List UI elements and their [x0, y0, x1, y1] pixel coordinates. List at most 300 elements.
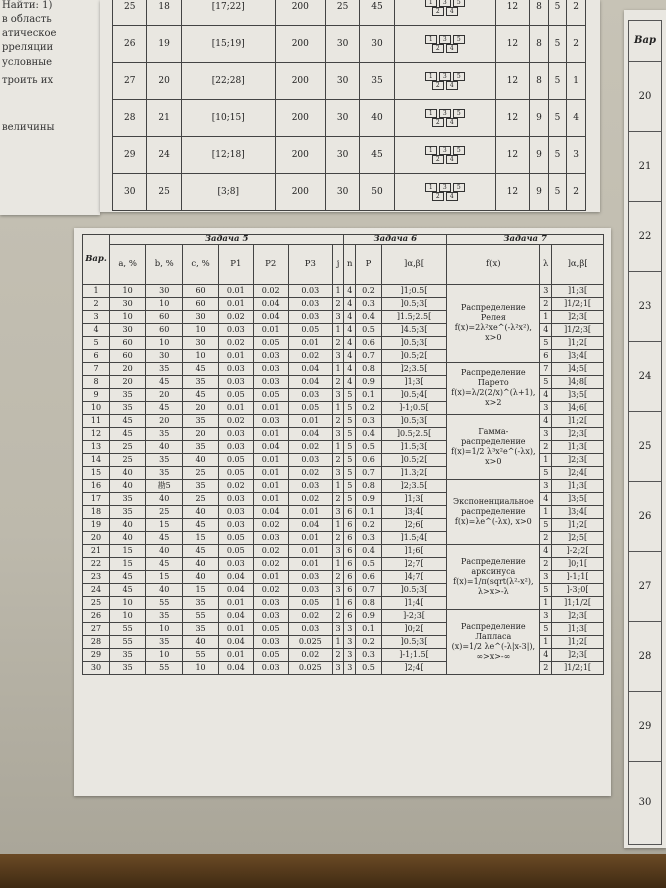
cell-lambda: 3	[540, 609, 552, 622]
cell-3: 60	[183, 284, 219, 297]
top-cell-interval: [22;28]	[181, 63, 275, 100]
cell-7: 2	[332, 375, 343, 388]
cell-10: ]2;3.5[	[381, 362, 447, 375]
cell-4: 0.01	[218, 596, 253, 609]
cell-3: 40	[183, 635, 219, 648]
cell-9: 0.5	[356, 557, 381, 570]
cell-ab2: ]1;3[	[552, 284, 604, 297]
distribution-cell	[447, 609, 540, 674]
cell-9: 0.5	[356, 661, 381, 674]
cell-10: ]0.5;3[	[381, 414, 447, 427]
cell-3: 10	[183, 323, 219, 336]
cell-6: 0.03	[288, 583, 332, 596]
cell-3: 15	[183, 583, 219, 596]
cell-0: 20	[83, 531, 110, 544]
side-row	[629, 622, 662, 692]
cell-3: 30	[183, 310, 219, 323]
top-cell-b: 200	[275, 137, 325, 174]
cell-9: 0.9	[356, 492, 381, 505]
cell-1: 60	[110, 336, 146, 349]
cell-ab2: ]1;3[	[552, 479, 604, 492]
cell-9: 0.6	[356, 336, 381, 349]
cell-4: 0.04	[218, 570, 253, 583]
cell-4: 0.01	[218, 622, 253, 635]
cell-10: ]2;6[	[381, 518, 447, 531]
cell-5: 0.01	[253, 453, 288, 466]
cell-10: ]-1;1.5[	[381, 648, 447, 661]
cell-2: 30	[146, 349, 183, 362]
top-cell-a: 25	[147, 174, 181, 211]
cell-7: 3	[332, 349, 343, 362]
cell-9: 0.7	[356, 466, 381, 479]
cell-10: ]1;6[	[381, 544, 447, 557]
distribution-name: Распределение Лапласа	[460, 621, 526, 641]
left-text-6: величины	[2, 122, 55, 133]
side-value: 30	[629, 762, 662, 845]
cell-9: 0.5	[356, 323, 381, 336]
top-cell-var: 27	[113, 63, 147, 100]
cell-1: 20	[110, 362, 146, 375]
cell-0: 1	[83, 284, 110, 297]
top-cell-b: 200	[275, 0, 325, 26]
cell-5: 0.02	[253, 557, 288, 570]
cell-10: ]0.5;2[	[381, 349, 447, 362]
cell-7: 1	[332, 557, 343, 570]
cell-3: 45	[183, 518, 219, 531]
top-cell-g: 5	[548, 137, 567, 174]
cell-8: 3	[344, 635, 356, 648]
top-cell-var: 25	[113, 0, 147, 26]
cell-10: ]1;3[	[381, 492, 447, 505]
top-cell-b: 200	[275, 174, 325, 211]
side-row	[629, 412, 662, 482]
cell-9: 0.2	[356, 401, 381, 414]
top-cell-f: 9	[530, 174, 549, 211]
cell-3: 25	[183, 492, 219, 505]
cell-6: 0.04	[288, 427, 332, 440]
cell-6: 0.03	[288, 479, 332, 492]
top-cell-d: 40	[360, 100, 394, 137]
col-header-p1: P1	[218, 244, 253, 284]
cell-3: 20	[183, 401, 219, 414]
cell-1: 55	[110, 635, 146, 648]
cell-7: 2	[332, 336, 343, 349]
top-table	[112, 0, 586, 211]
cell-6: 0.01	[288, 544, 332, 557]
cell-10: ]1.5;4[	[381, 531, 447, 544]
cell-6: 0.03	[288, 453, 332, 466]
top-cell-e: 12	[495, 174, 529, 211]
cell-2: 45	[146, 557, 183, 570]
cell-6: 0.04	[288, 375, 332, 388]
cell-7: 1	[332, 440, 343, 453]
cell-lambda: 1	[540, 596, 552, 609]
cell-10: ]1.3;2[	[381, 466, 447, 479]
cell-1: 15	[110, 544, 146, 557]
cell-4: 0.02	[218, 310, 253, 323]
cell-1: 35	[110, 492, 146, 505]
cell-lambda: 2	[540, 440, 552, 453]
cell-9: 0.3	[356, 414, 381, 427]
cell-5: 0.02	[253, 284, 288, 297]
cell-5: 0.01	[253, 323, 288, 336]
distribution-cell	[447, 414, 540, 479]
cell-5: 0.04	[253, 297, 288, 310]
cell-5: 0.01	[253, 401, 288, 414]
cell-0: 19	[83, 518, 110, 531]
top-cell-a: 20	[147, 63, 181, 100]
side-row	[629, 552, 662, 622]
distribution-formula: f(x)=λ/2(2/x)^(λ+1), x>2	[451, 388, 536, 407]
cell-3: 45	[183, 362, 219, 375]
cell-7: 2	[332, 648, 343, 661]
main-table-paper	[74, 228, 611, 796]
top-cell-c: 30	[325, 63, 359, 100]
cell-10: ]1.5;3[	[381, 440, 447, 453]
cell-0: 9	[83, 388, 110, 401]
cell-8: 4	[344, 310, 356, 323]
cell-lambda: 2	[540, 531, 552, 544]
top-cell-h: 2	[567, 0, 586, 26]
cell-0: 18	[83, 505, 110, 518]
cell-2: 35	[146, 609, 183, 622]
cell-lambda: 1	[540, 505, 552, 518]
left-text-4: условные	[2, 57, 53, 68]
cell-6: 0.02	[288, 466, 332, 479]
col-header-c: c, %	[183, 244, 219, 284]
cell-10: ]2;7[	[381, 557, 447, 570]
cell-lambda: 1	[540, 635, 552, 648]
cell-3: 55	[183, 648, 219, 661]
cell-5: 0.01	[253, 479, 288, 492]
cell-2: 40	[146, 544, 183, 557]
cell-7: 3	[332, 466, 343, 479]
top-cell-h: 2	[567, 174, 586, 211]
cell-2: 45	[146, 401, 183, 414]
cell-4: 0.03	[218, 492, 253, 505]
top-cell-c: 30	[325, 137, 359, 174]
cell-3: 35	[183, 479, 219, 492]
top-cell-f: 9	[530, 137, 549, 174]
cell-9: 0.3	[356, 297, 381, 310]
cell-6: 0.03	[288, 284, 332, 297]
cell-6: 0.025	[288, 661, 332, 674]
cell-0: 4	[83, 323, 110, 336]
cell-ab2: ]2;3[	[552, 427, 604, 440]
cell-3: 35	[183, 375, 219, 388]
col-header-p3: P3	[288, 244, 332, 284]
cell-1: 35	[110, 505, 146, 518]
top-cell-e: 12	[495, 100, 529, 137]
cell-5: 0.03	[253, 362, 288, 375]
cell-9: 0.4	[356, 427, 381, 440]
cell-2: 20	[146, 388, 183, 401]
cell-ab2: ]3;5[	[552, 388, 604, 401]
side-value: 20	[629, 62, 662, 132]
left-text-0: Найти: 1)	[2, 0, 53, 11]
top-cell-e: 12	[495, 137, 529, 174]
cell-0: 25	[83, 596, 110, 609]
cell-10: ]1;3[	[381, 375, 447, 388]
top-cell-g: 5	[548, 174, 567, 211]
cell-10: ]2;4[	[381, 661, 447, 674]
cell-4: 0.01	[218, 349, 253, 362]
cell-0: 21	[83, 544, 110, 557]
cell-3: 40	[183, 453, 219, 466]
cell-8: 6	[344, 557, 356, 570]
cell-7: 2	[332, 531, 343, 544]
cell-3: 25	[183, 466, 219, 479]
cell-ab2: ]2;3[	[552, 648, 604, 661]
cell-4: 0.02	[218, 479, 253, 492]
cell-2: 55	[146, 596, 183, 609]
cell-8: 6	[344, 531, 356, 544]
top-cell-f: 9	[530, 100, 549, 137]
cell-ab2: ]1;2[	[552, 414, 604, 427]
cell-6: 0.03	[288, 310, 332, 323]
cell-5: 0.04	[253, 505, 288, 518]
cell-7: 2	[332, 297, 343, 310]
circuit-diagram: 1 3 5 2 4	[394, 137, 495, 174]
cell-1: 40	[110, 531, 146, 544]
cell-7: 1	[332, 284, 343, 297]
left-text-1: в область	[2, 14, 52, 25]
side-row	[629, 62, 662, 132]
cell-10: ]0.5;3[	[381, 336, 447, 349]
cell-1: 25	[110, 440, 146, 453]
cell-8: 3	[344, 622, 356, 635]
top-cell-c: 30	[325, 100, 359, 137]
cell-9: 0.1	[356, 505, 381, 518]
side-row	[629, 202, 662, 272]
top-cell-f: 8	[530, 26, 549, 63]
cell-8: 4	[344, 323, 356, 336]
distribution-name: Гамма-распределение	[461, 426, 526, 446]
top-cell-var: 28	[113, 100, 147, 137]
cell-lambda: 5	[540, 583, 552, 596]
distribution-cell	[447, 544, 540, 609]
top-cell-interval: [3;8]	[181, 174, 275, 211]
cell-7: 3	[332, 427, 343, 440]
cell-6: 0.025	[288, 635, 332, 648]
cell-8: 5	[344, 466, 356, 479]
cell-1: 55	[110, 622, 146, 635]
cell-6: 0.04	[288, 518, 332, 531]
cell-0: 15	[83, 466, 110, 479]
cell-2: 35	[146, 635, 183, 648]
top-cell-e: 12	[495, 63, 529, 100]
cell-1: 35	[110, 401, 146, 414]
cell-1: 10	[110, 310, 146, 323]
cell-0: 10	[83, 401, 110, 414]
cell-7: 2	[332, 570, 343, 583]
cell-3: 35	[183, 414, 219, 427]
cell-ab2: ]4;5[	[552, 362, 604, 375]
cell-8: 6	[344, 518, 356, 531]
side-value: 25	[629, 412, 662, 482]
cell-3: 10	[183, 661, 219, 674]
cell-lambda: 3	[540, 401, 552, 414]
distribution-name: Экспоненциальное распределение	[452, 496, 534, 516]
cell-ab2: ]1;3[	[552, 622, 604, 635]
top-cell-interval: [17;22]	[181, 0, 275, 26]
side-row	[629, 272, 662, 342]
distribution-name: Распределение Парето	[460, 368, 526, 387]
cell-2: 40	[146, 492, 183, 505]
cell-0: 2	[83, 297, 110, 310]
cell-5: 0.02	[253, 544, 288, 557]
cell-7: 1	[332, 323, 343, 336]
col-header-ab: ]α,β[	[381, 244, 447, 284]
side-value: 21	[629, 132, 662, 202]
cell-4: 0.01	[218, 648, 253, 661]
cell-0: 27	[83, 622, 110, 635]
cell-4: 0.01	[218, 297, 253, 310]
cell-5: 0.02	[253, 518, 288, 531]
cell-lambda: 6	[540, 349, 552, 362]
cell-9: 0.6	[356, 570, 381, 583]
side-value: 23	[629, 272, 662, 342]
left-text-3: рреляции	[2, 42, 54, 53]
col-header-p2: P2	[253, 244, 288, 284]
cell-2: 35	[146, 453, 183, 466]
board-frame	[0, 854, 666, 888]
side-row	[629, 482, 662, 552]
top-cell-var: 26	[113, 26, 147, 63]
side-table	[628, 20, 662, 845]
cell-6: 0.03	[288, 388, 332, 401]
cell-9: 0.6	[356, 453, 381, 466]
distribution-formula: f(x)=2λ²xe^(-λ²x²), x>0	[454, 323, 532, 342]
main-table	[82, 234, 604, 675]
cell-7: 1	[332, 596, 343, 609]
cell-ab2: ]1/2;1[	[552, 297, 604, 310]
cell-3: 45	[183, 388, 219, 401]
table-row	[83, 362, 604, 375]
cell-0: 26	[83, 609, 110, 622]
cell-7: 1	[332, 518, 343, 531]
cell-5: 0.04	[253, 440, 288, 453]
cell-6: 0.02	[288, 648, 332, 661]
cell-10: ]0;2[	[381, 622, 447, 635]
cell-10: ]0.5;2.5[	[381, 427, 447, 440]
cell-3: 20	[183, 427, 219, 440]
cell-6: 0.02	[288, 440, 332, 453]
top-table-row	[113, 174, 586, 211]
col-header-j: j	[332, 244, 343, 284]
cell-5: 0.05	[253, 336, 288, 349]
table-row	[83, 414, 604, 427]
task7-header: Задача 7	[447, 235, 604, 245]
left-text-2: атическое	[2, 28, 57, 39]
cell-2: 10	[146, 648, 183, 661]
cell-lambda: 2	[540, 661, 552, 674]
cell-10: ]2;3.5[	[381, 479, 447, 492]
cell-2: 35	[146, 362, 183, 375]
cell-10: ]0.5;3[	[381, 583, 447, 596]
cell-0: 6	[83, 349, 110, 362]
cell-2: 45	[146, 375, 183, 388]
top-cell-g: 5	[548, 0, 567, 26]
cell-7: 3	[332, 544, 343, 557]
cell-8: 5	[344, 427, 356, 440]
cell-8: 6	[344, 596, 356, 609]
cell-1: 45	[110, 414, 146, 427]
cell-5: 0.03	[253, 375, 288, 388]
circuit-diagram: 1 3 5 2 4	[394, 0, 495, 26]
side-row	[629, 132, 662, 202]
cell-5: 0.03	[253, 531, 288, 544]
cell-6: 0.02	[288, 609, 332, 622]
cell-7: 1	[332, 362, 343, 375]
top-cell-d: 45	[360, 137, 394, 174]
top-cell-a: 21	[147, 100, 181, 137]
cell-8: 5	[344, 492, 356, 505]
cell-2: 10	[146, 622, 183, 635]
cell-10: ]-1;0.5[	[381, 401, 447, 414]
top-cell-g: 5	[548, 63, 567, 100]
cell-1: 45	[110, 583, 146, 596]
distribution-name: Распределение арксинуса	[460, 556, 526, 576]
circuit-diagram: 1 3 5 2 4	[394, 26, 495, 63]
cell-lambda: 4	[540, 414, 552, 427]
cell-9: 0.7	[356, 349, 381, 362]
cell-5: 0.03	[253, 349, 288, 362]
top-table-row	[113, 26, 586, 63]
cell-7: 2	[332, 453, 343, 466]
top-cell-var: 30	[113, 174, 147, 211]
cell-0: 11	[83, 414, 110, 427]
top-cell-a: 19	[147, 26, 181, 63]
cell-4: 0.03	[218, 362, 253, 375]
cell-2: 40	[146, 583, 183, 596]
distribution-formula: f(x)=1/π(sqrt(λ²-x²), λ>x>-λ	[453, 576, 534, 596]
circuit-diagram: 1 3 5 2 4	[394, 100, 495, 137]
distribution-formula: (x)=1/2 λe^(-λ|x-3|), ∞>x>-∞	[451, 641, 536, 661]
cell-6: 0.01	[288, 557, 332, 570]
top-cell-c: 30	[325, 174, 359, 211]
cell-8: 6	[344, 583, 356, 596]
top-table-row	[113, 137, 586, 174]
table-row	[83, 284, 604, 297]
top-table-row	[113, 0, 586, 26]
cell-0: 23	[83, 570, 110, 583]
cell-7: 3	[332, 622, 343, 635]
cell-8: 5	[344, 401, 356, 414]
cell-0: 7	[83, 362, 110, 375]
cell-4: 0.05	[218, 453, 253, 466]
cell-2: 45	[146, 531, 183, 544]
cell-0: 14	[83, 453, 110, 466]
side-value: 27	[629, 552, 662, 622]
cell-0: 8	[83, 375, 110, 388]
cell-6: 0.04	[288, 362, 332, 375]
cell-7: 3	[332, 310, 343, 323]
col-header-lambda: λ	[540, 244, 552, 284]
cell-3: 55	[183, 609, 219, 622]
top-cell-h: 2	[567, 26, 586, 63]
cell-4: 0.05	[218, 388, 253, 401]
cell-4: 0.03	[218, 375, 253, 388]
cell-lambda: 5	[540, 622, 552, 635]
cell-lambda: 4	[540, 544, 552, 557]
cell-1: 40	[110, 466, 146, 479]
cell-lambda: 4	[540, 492, 552, 505]
cell-0: 17	[83, 492, 110, 505]
cell-lambda: 7	[540, 362, 552, 375]
cell-1: 30	[110, 323, 146, 336]
cell-2: 15	[146, 570, 183, 583]
